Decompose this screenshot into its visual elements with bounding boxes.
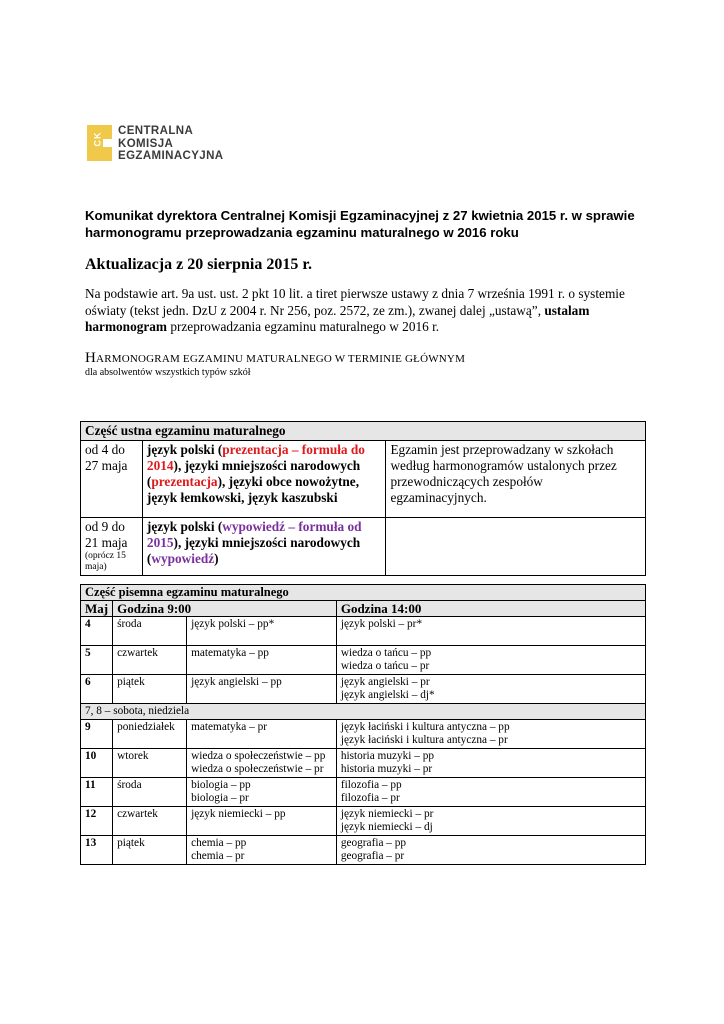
cke-logo: [87, 125, 224, 163]
table-row: [81, 704, 646, 720]
oral-row2-note-empty: [386, 518, 646, 576]
table-row: [81, 675, 646, 704]
exam-subject: język niemiecki – pp: [191, 808, 286, 820]
exam-subject: geografia – pr: [340, 850, 405, 862]
exam-subject: język łaciński i kultura antyczna – pp: [340, 721, 510, 733]
legal-basis-bold: ustalam harmonogram: [85, 302, 590, 334]
exam-weekday: czwartek: [113, 807, 187, 836]
exam-9am-cell: [187, 836, 337, 865]
table-row: [81, 749, 646, 778]
exam-subject: język angielski – pp: [191, 676, 282, 688]
table-row: [81, 617, 646, 646]
exam-2pm-cell: [336, 617, 645, 646]
schedule-title-rest: ARMONOGRAM EGZAMINU MATURALNEGO W TERMINIE GŁÓWNYM: [96, 353, 466, 365]
exam-subject: język polski – pp*: [191, 618, 275, 630]
oral-row2-subjects: język polski (wypowiedź – formuła od 2015), języki mniejszości narodowych (wypowiedź): [142, 518, 386, 576]
exam-day-number: 6: [81, 675, 113, 704]
exam-9am-cell: [187, 675, 337, 704]
exam-weekday: poniedziałek: [113, 720, 187, 749]
legal-basis-text: Na podstawie art. 9a ust. ust. 2 pkt 10 lit. a tiret pierwsze ustawy z dnia 7 września 1991 r. o systemie oświaty (tekst jedn. DzU z 2004 r. Nr 256, poz. 2572, ze zm.), zwanej dalej „ustawą”,: [85, 286, 625, 318]
exam-day-number: 12: [81, 807, 113, 836]
logo-line-2: KOMISJA: [118, 137, 174, 150]
logo-text: [118, 125, 224, 163]
exam-weekday: środa: [113, 617, 187, 646]
oral-row1-date: od 4 do 27 maja: [81, 441, 143, 518]
exam-9am-cell: [187, 807, 337, 836]
schedule-subtitle: dla absolwentów wszystkich typów szkół: [85, 367, 251, 378]
exam-weekday: czwartek: [113, 646, 187, 675]
logo-mark-letters: CK: [92, 131, 103, 147]
exam-subject: język niemiecki – pr: [340, 808, 434, 820]
exam-subject: matematyka – pp: [191, 647, 269, 659]
exam-subject: biologia – pp: [191, 779, 251, 791]
exam-9am-cell: [187, 720, 337, 749]
exam-subject: język niemiecki – dj: [340, 821, 433, 833]
oral-exam-table: [80, 421, 646, 576]
schedule-title: [85, 350, 465, 367]
exam-day-number: 13: [81, 836, 113, 865]
logo-line-3: EGZAMINACYJNA: [118, 150, 224, 162]
legal-basis-paragraph: [85, 286, 645, 336]
exam-day-number: 4: [81, 617, 113, 646]
exam-9am-cell: [187, 646, 337, 675]
exam-subject: język polski – pr*: [340, 618, 423, 630]
exam-subject: chemia – pr: [191, 850, 245, 862]
exam-2pm-cell: [336, 836, 645, 865]
legal-basis-text-end: przeprowadzania egzaminu maturalnego w 2016 r.: [167, 319, 440, 334]
table-row: [81, 807, 646, 836]
table-row: [81, 778, 646, 807]
oral-exam-header: Część ustna egzaminu maturalnego: [81, 422, 646, 441]
exam-subject: wiedza o społeczeństwie – pr: [191, 763, 324, 775]
exam-subject: język łaciński i kultura antyczna – pr: [340, 734, 508, 746]
exam-subject: wiedza o tańcu – pr: [340, 660, 430, 672]
announcement-title: Komunikat dyrektora Centralnej Komisji Egzaminacyjnej z 27 kwietnia 2015 r. w sprawie harmonogramu przeprowadzania egzaminu maturalnego w 2016 roku: [85, 208, 635, 240]
update-date-heading: Aktualizacja z 20 sierpnia 2015 r.: [85, 256, 312, 273]
exam-subject: język angielski – pr: [340, 676, 430, 688]
table-row: [81, 646, 646, 675]
exam-2pm-cell: [336, 646, 645, 675]
oral-row2-date-note: (oprócz 15 maja): [85, 551, 126, 572]
written-exam-header: Część pisemna egzaminu maturalnego: [81, 585, 646, 601]
exam-2pm-cell: [336, 675, 645, 704]
logo-line-1: CENTRALNA: [118, 125, 194, 137]
exam-subject: historia muzyki – pr: [340, 763, 433, 775]
exam-9am-cell: [187, 749, 337, 778]
exam-2pm-cell: [336, 720, 645, 749]
exam-subject: filozofia – pp: [340, 779, 402, 791]
exam-day-number: 11: [81, 778, 113, 807]
exam-2pm-cell: [336, 807, 645, 836]
table-row: [81, 836, 646, 865]
table-row: [81, 720, 646, 749]
exam-subject: geografia – pp: [340, 837, 407, 849]
oral-row1-note: Egzamin jest przeprowadzany w szkołach według harmonogramów ustalonych przez przewodniczących zespołów egzaminacyjnych.: [386, 441, 646, 518]
written-exam-table: [80, 584, 646, 865]
exam-day-number: 5: [81, 646, 113, 675]
exam-subject: wiedza o społeczeństwie – pp: [191, 750, 326, 762]
exam-subject: filozofia – pr: [340, 792, 400, 804]
schedule-title-initial: H: [85, 350, 97, 366]
exam-day-number: 10: [81, 749, 113, 778]
exam-weekday: środa: [113, 778, 187, 807]
exam-2pm-cell: [336, 778, 645, 807]
exam-day-number: 9: [81, 720, 113, 749]
col-header-2pm: Godzina 14:00: [336, 601, 645, 617]
exam-subject: biologia – pr: [191, 792, 249, 804]
exam-subject: wiedza o tańcu – pp: [340, 647, 432, 659]
cke-logo-mark: [87, 125, 112, 161]
exam-9am-cell: [187, 778, 337, 807]
exam-weekday: wtorek: [113, 749, 187, 778]
exam-subject: chemia – pp: [191, 837, 247, 849]
exam-2pm-cell: [336, 749, 645, 778]
col-header-9am: Godzina 9:00: [113, 601, 337, 617]
exam-9am-cell: [187, 617, 337, 646]
weekend-row: 7, 8 – sobota, niedziela: [81, 704, 646, 720]
exam-weekday: piątek: [113, 675, 187, 704]
col-header-may: Maj: [81, 601, 113, 617]
exam-subject: historia muzyki – pp: [340, 750, 435, 762]
exam-subject: matematyka – pr: [191, 721, 267, 733]
oral-row1-subjects: język polski (prezentacja – formuła do 2014), języki mniejszości narodowych (prezentacja), języki obce nowożytne, język łemkowski, język kaszubski: [142, 441, 386, 518]
exam-weekday: piątek: [113, 836, 187, 865]
exam-subject: język angielski – dj*: [340, 689, 435, 701]
oral-row2-date: od 9 do 21 maja (oprócz 15 maja): [81, 518, 143, 576]
